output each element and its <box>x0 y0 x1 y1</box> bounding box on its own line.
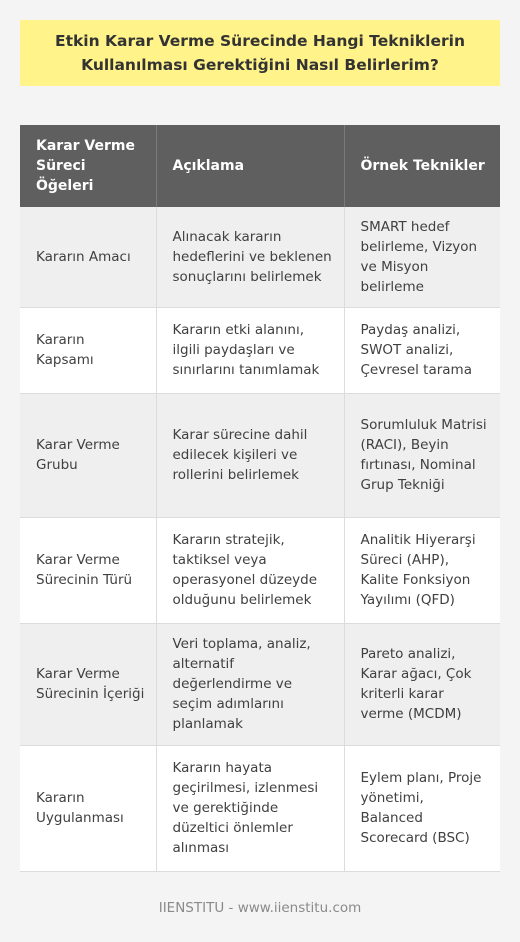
table-cell: Karar Verme Sürecinin İçeriği <box>20 623 156 745</box>
table-row <box>20 517 500 623</box>
table-cell: Karar sürecine dahil edilecek kişileri ve rollerini belirlemek <box>156 393 344 517</box>
table-row <box>20 393 500 517</box>
table-row <box>20 745 500 871</box>
table-cell: SMART hedef belirleme, Vizyon ve Misyon belirleme <box>344 207 500 307</box>
page-title: Etkin Karar Verme Sürecinde Hangi Tekniklerin Kullanılması Gerektiğini Nasıl Belirlerim? <box>54 32 465 74</box>
table-cell: Karar Verme Sürecinin Türü <box>20 517 156 623</box>
footer-credit: IIENSTITU - www.iienstitu.com <box>158 900 362 916</box>
techniques-table <box>20 125 500 872</box>
table-cell: Kararın hayata geçirilmesi, izlenmesi ve gerektiğinde düzeltici önlemler alınması <box>156 745 344 871</box>
table-cell: Kararın Uygulanması <box>20 745 156 871</box>
table-row <box>20 307 500 393</box>
column-header: Karar Verme Süreci Öğeleri <box>20 125 156 207</box>
table-cell: Analitik Hiyerarşi Süreci (AHP), Kalite Fonksiyon Yayılımı (QFD) <box>344 517 500 623</box>
table-row <box>20 623 500 745</box>
table-row <box>20 207 500 307</box>
column-header: Örnek Teknikler <box>344 125 500 207</box>
column-header: Açıklama <box>156 125 344 207</box>
table-cell: Karar Verme Grubu <box>20 393 156 517</box>
table-cell: Kararın Kapsamı <box>20 307 156 393</box>
table-cell: Sorumluluk Matrisi (RACI), Beyin fırtınası, Nominal Grup Tekniği <box>344 393 500 517</box>
table-cell: Kararın Amacı <box>20 207 156 307</box>
table-cell: Pareto analizi, Karar ağacı, Çok kriterli karar verme (MCDM) <box>344 623 500 745</box>
table-cell: Veri toplama, analiz, alternatif değerlendirme ve seçim adımlarını planlamak <box>156 623 344 745</box>
table-cell: Kararın etki alanını, ilgili paydaşları ve sınırlarını tanımlamak <box>156 307 344 393</box>
table-cell: Paydaş analizi, SWOT analizi, Çevresel tarama <box>344 307 500 393</box>
table-cell: Alınacak kararın hedeflerini ve beklenen sonuçlarını belirlemek <box>156 207 344 307</box>
table-cell: Kararın stratejik, taktiksel veya operasyonel düzeyde olduğunu belirlemek <box>156 517 344 623</box>
table-cell: Eylem planı, Proje yönetimi, Balanced Scorecard (BSC) <box>344 745 500 871</box>
title-banner <box>20 20 500 86</box>
table-header-row <box>20 125 500 207</box>
